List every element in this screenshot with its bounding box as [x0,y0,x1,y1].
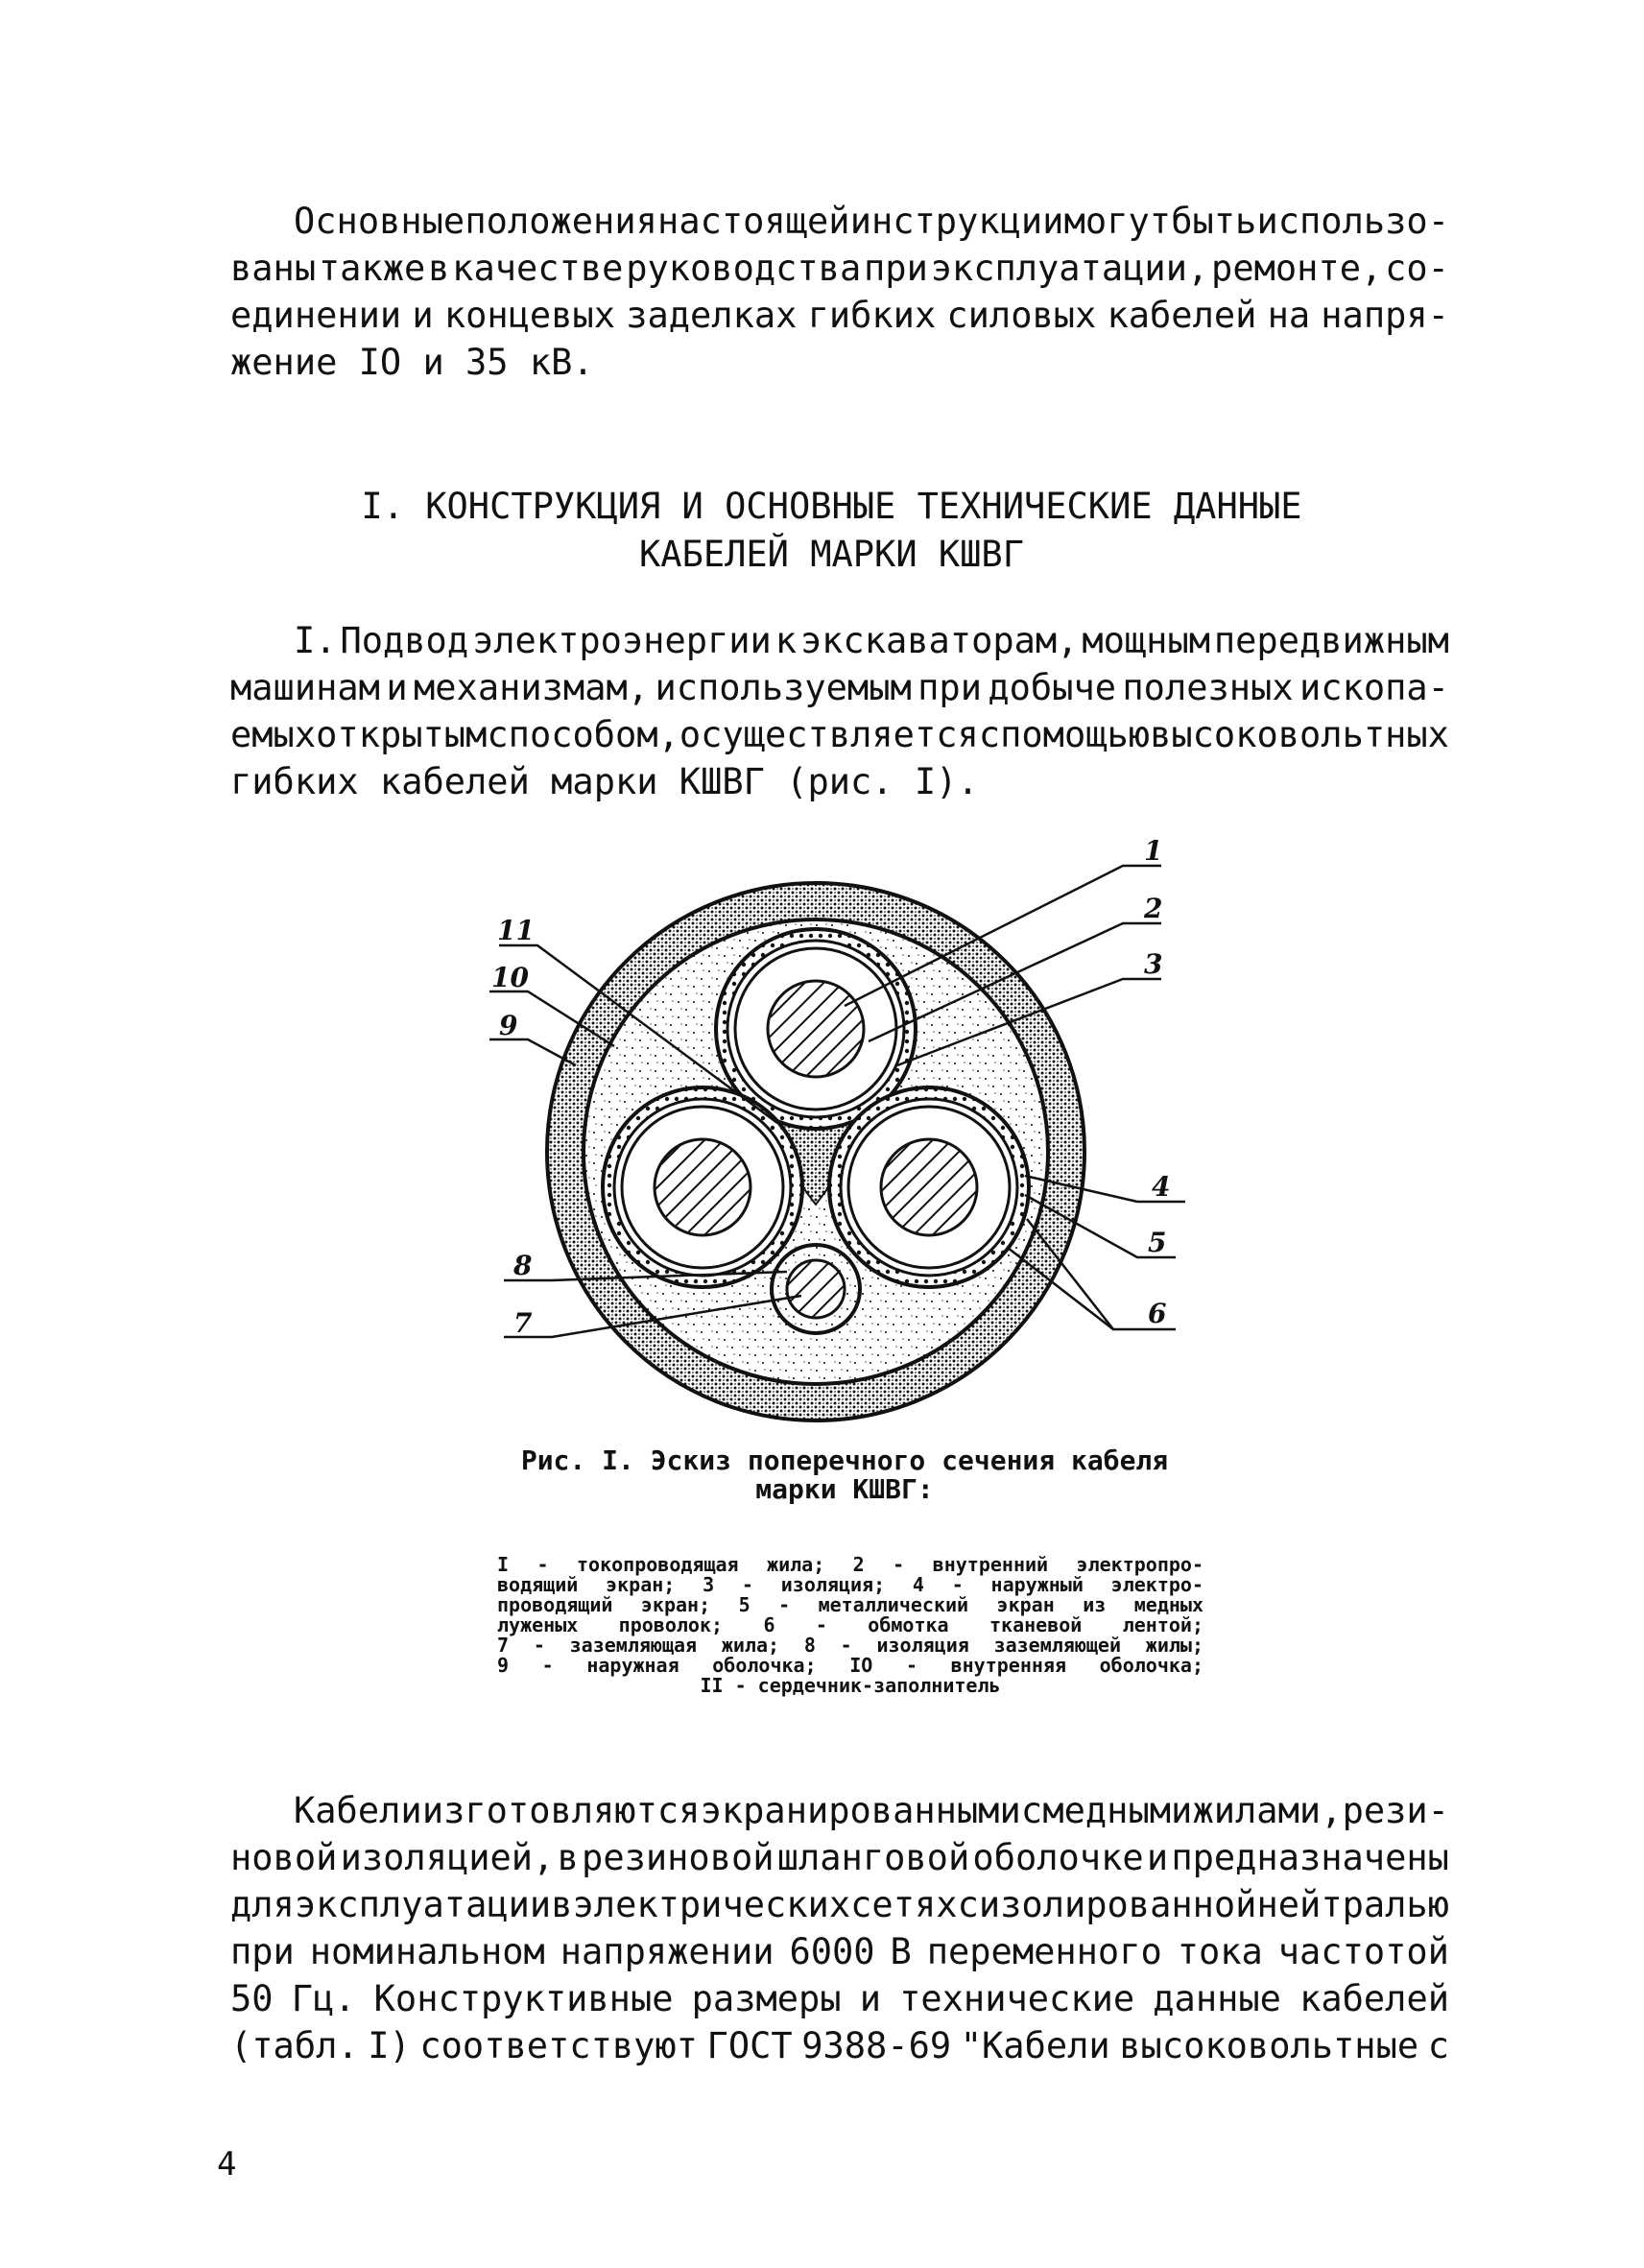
word: электроэнергии [471,620,772,661]
word: качестве [452,248,624,289]
word: частотой [1277,1931,1449,1972]
word: единении [230,295,402,336]
word: номинальном [309,1931,545,1972]
word: в [428,248,450,289]
word: с [957,1884,979,1925]
word: кабелей [1299,1978,1449,2019]
word: 50 [230,1978,274,2019]
callout-8: 8 [513,1250,533,1281]
word: Кабели [294,1790,422,1831]
word: напряжении [560,1931,774,1972]
caption-line-1: Рис. I. Эскиз поперечного сечения кабеля [520,1444,1169,1476]
callout-11: 11 [497,915,535,946]
word: экскаваторам, [799,620,1079,661]
word: Подвод [340,620,469,661]
grounding-core [772,1245,860,1333]
paragraph-2 [230,1787,1449,2069]
word: ГОСТ [706,2025,793,2066]
word: заделках [626,295,798,336]
caption-line-2: марки КШВГ: [755,1473,934,1505]
word: руководства [626,248,862,289]
word: I) [368,2025,411,2066]
word: ископа- [1299,667,1449,708]
word: "Кабели [960,2025,1110,2066]
word: при [864,248,928,289]
word: при [917,667,982,708]
word: предназначены [1171,1837,1449,1878]
legend-line: 9 - наружная оболочка; IO - внутренняя оболочка; [497,1654,1203,1677]
text-line [230,1834,1449,1881]
callout-5: 5 [1148,1227,1167,1258]
word: (табл. [230,2025,359,2066]
power-core-right [829,1087,1029,1287]
page-number: 4 [217,2145,237,2184]
word: эксплуатации, [930,248,1209,289]
word: тока [1177,1931,1263,1972]
callout-10: 10 [491,962,529,993]
text-line [230,2022,1449,2069]
word: положения [465,201,657,242]
word: высоковольтных [1150,714,1449,755]
word: способом, [487,714,679,755]
word: могут [1063,201,1172,242]
word: эксплуатации [294,1884,552,1925]
word: для [230,1884,295,1925]
word: полезных [1122,667,1294,708]
word: и [386,667,408,708]
word: инструкции [849,201,1064,242]
power-core-left [603,1087,802,1287]
word: быть [1171,201,1257,242]
word: изготовляются [421,1790,701,1831]
callout-1: 1 [1144,835,1163,867]
word: жилами, [1192,1790,1343,1831]
word: 9388-69 [801,2025,952,2066]
callout-4: 4 [1152,1171,1171,1203]
word: Конструктивные [373,1978,674,2019]
word: соответствуют [419,2025,698,2066]
callout-9: 9 [499,1010,518,1041]
word: рези- [1342,1790,1449,1831]
word: медными [1042,1790,1193,1831]
word: оболочке [972,1837,1144,1878]
word: переменного [926,1931,1162,1972]
word: к [774,620,797,661]
callout-3: 3 [1144,948,1163,980]
word: осуществляется [679,714,979,755]
word: ваны [230,248,317,289]
text-line [230,1928,1449,1975]
word: изоляцией, [340,1837,555,1878]
word: ремонте, [1211,248,1383,289]
word: добыче [988,667,1117,708]
legend-line: I - токопроводящая жила; 2 - внутренний электропро- [497,1553,1203,1576]
word: 6000 [789,1931,875,1972]
word: нейтралью [1256,1884,1449,1925]
word: емых [230,714,317,755]
word: кабелей [1107,295,1257,336]
word: открытым [316,714,488,755]
word: шланговой [776,1837,970,1878]
word: с [1427,2025,1449,2066]
word: напря- [1321,295,1449,336]
word: на [1267,295,1311,336]
word: настоящей [657,201,850,242]
word: и [1146,1837,1169,1878]
word: изолированной [978,1884,1257,1925]
legend-line: II - сердечник-заполнитель [700,1674,1001,1697]
word: Основные [294,201,465,242]
word: помощью [1000,714,1151,755]
word: размеры [691,1978,842,2019]
word: с [1020,1790,1043,1831]
word: гибких [807,295,937,336]
legend-line: водящий экран; 3 - изоляция; 4 - наружный электро- [497,1573,1203,1596]
word: мощным [1082,620,1210,661]
legend-line: проводящий экран; 5 - металлический экран из медных [497,1593,1203,1616]
word: также [318,248,426,289]
word: использо- [1256,201,1449,242]
word: в [557,1837,579,1878]
legend-line: луженых проволок; 6 - обмотка тканевой лентой; [497,1613,1203,1636]
word: машинам [230,667,380,708]
word: концевых [443,295,616,336]
figure-legend [497,1555,1203,1696]
word: I. [294,620,337,661]
text-line [230,1975,1449,2022]
callout-7: 7 [513,1307,533,1339]
word: передвижным [1213,620,1449,661]
section-title-line-2: КАБЕЛЕЙ МАРКИ КШВГ [639,534,1024,575]
section-title-line-1: I. КОНСТРУКЦИЯ И ОСНОВНЫЕ ТЕХНИЧЕСКИЕ ДАННЫЕ [361,486,1302,527]
text-line [230,1881,1449,1928]
word: сетях [850,1884,958,1925]
figure-caption [499,1446,1190,1504]
text-line: гибких кабелей марки КШВГ (рис. I). [230,761,979,802]
word: данные [1153,1978,1281,2019]
word: электрических [572,1884,851,1925]
text-line [230,1787,1449,1834]
text-line: жение IO и 35 кВ. [230,342,594,383]
word: силовых [946,295,1097,336]
word: при [230,1931,295,1972]
word: В [890,1931,912,1972]
word: в [551,1884,573,1925]
word: высоковольтные [1119,2025,1419,2066]
word: используемым [655,667,912,708]
legend-line: 7 - заземляющая жила; 8 - изоляция заземляющей жилы; [497,1634,1203,1657]
word: экранированными [700,1790,1021,1831]
callout-2: 2 [1144,893,1163,924]
word: механизмам, [414,667,650,708]
callout-6: 6 [1148,1298,1167,1329]
word: и [859,1978,881,2019]
word: резиновой [582,1837,774,1878]
word: новой [230,1837,338,1878]
word: с [978,714,1001,755]
word: со- [1385,248,1449,289]
word: Гц. [291,1978,356,2019]
word: и [412,295,434,336]
word: технические [899,1978,1135,2019]
